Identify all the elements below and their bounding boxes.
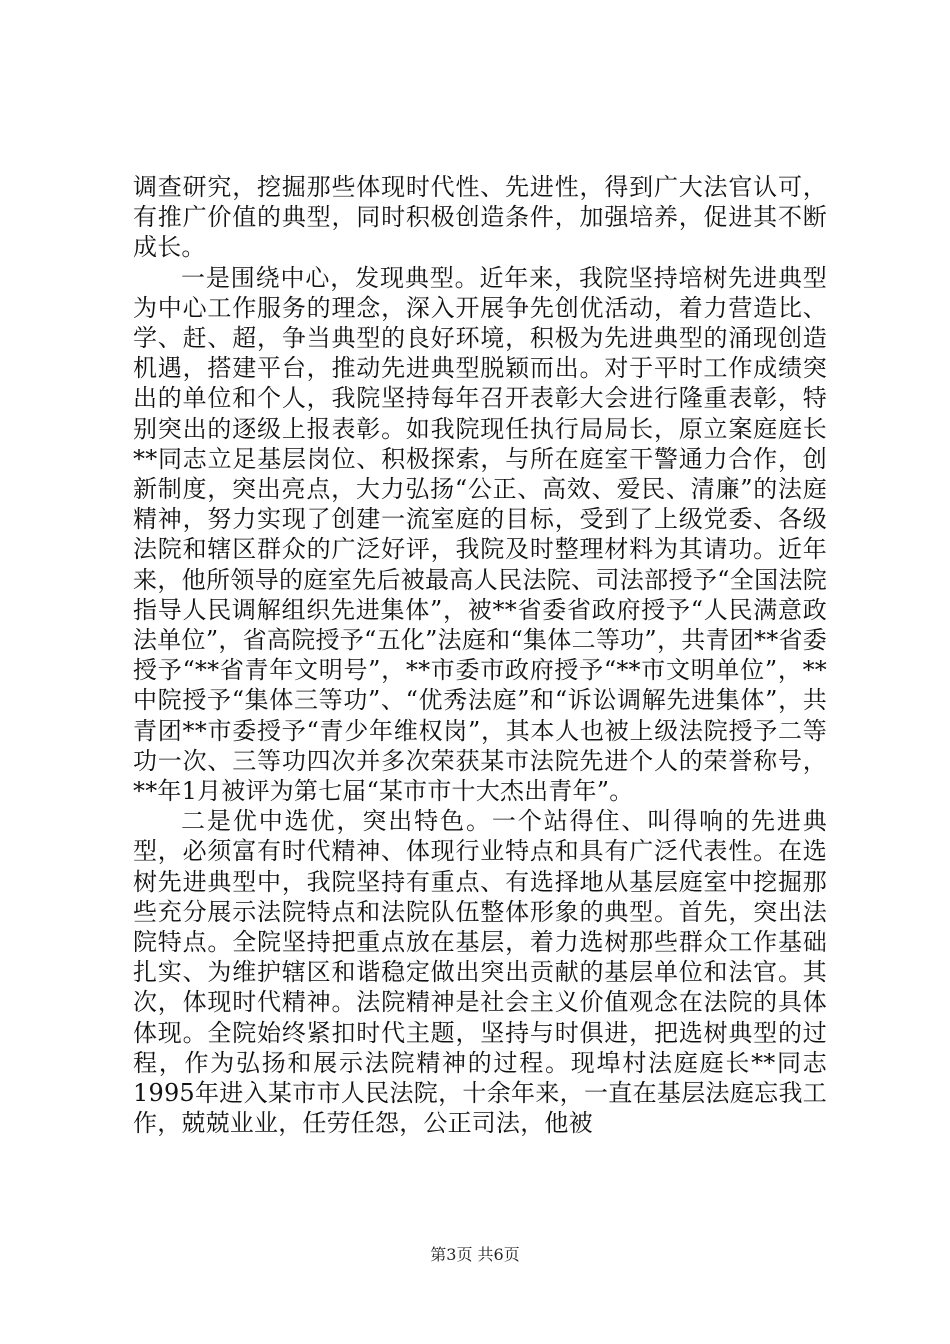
paragraph-first-point: 一是围绕中心，发现典型。近年来，我院坚持培树先进典型为中心工作服务的理念，深入开展争先创优活动，着力营造比、学、赶、超，争当典型的良好环境，积极为先进典型的涌现创造机遇，搭建平台，推动先进典型脱颖而出。对于平时工作成绩突出的单位和个人，我院坚持每年召开表彰大会进行隆重表彰，特别突出的逐级上报表彰。如我院现任执行局局长，原立案庭庭长**同志立足基层岗位、积极探索，与所在庭室干警通力合作，创新制度，突出亮点，大力弘扬“公正、高效、爱民、清廉”的法庭精神，努力实现了创建一流室庭的目标，受到了上级党委、各级法院和辖区群众的广泛好评，我院及时整理材料为其请功。近年来，他所领导的庭室先后被最高人民法院、司法部授予“全国法院指导人民调解组织先进集体”，被**省委省政府授予“人民满意政法单位”，省高院授予“五化”法庭和“集体二等功”，共青团**省委授予“**省青年文明号”，**市委市政府授予“**市文明单位”，**中院授予“集体三等功”、“优秀法庭”和“诉讼调解先进集体”，共青团**市委授予“青少年维权岗”，其本人也被上级法院授予二等功一次、三等功四次并多次荣获某市法院先进个人的荣誉称号，**年1月被评为第七届“某市市十大杰出青年”。 [133, 263, 827, 806]
paragraph-intro: 调查研究，挖掘那些体现时代性、先进性，得到广大法官认可，有推广价值的典型，同时积极创造条件，加强培养，促进其不断成长。 [133, 173, 827, 262]
paragraph-second-point: 二是优中选优，突出特色。一个站得住、叫得响的先进典型，必须富有时代精神、体现行业特点和具有广泛代表性。在选树先进典型中，我院坚持有重点、有选择地从基层庭室中挖掘那些充分展示法院特点和法院队伍整体形象的典型。首先，突出法院特点。全院坚持把重点放在基层，着力选树那些群众工作基础扎实、为维护辖区和谐稳定做出突出贡献的基层单位和法官。其次，体现时代精神。法院精神是社会主义价值观念在法院的具体体现。全院始终紧扣时代主题，坚持与时俱进，把选树典型的过程，作为弘扬和展示法院精神的过程。现埠村法庭庭长**同志1995年进入某市市人民法院，十余年来，一直在基层法庭忘我工作，兢兢业业，任劳任怨，公正司法，他被 [133, 807, 827, 1138]
document-body [133, 172, 827, 1139]
page-footer: 第3页 共6页 [430, 1245, 520, 1264]
